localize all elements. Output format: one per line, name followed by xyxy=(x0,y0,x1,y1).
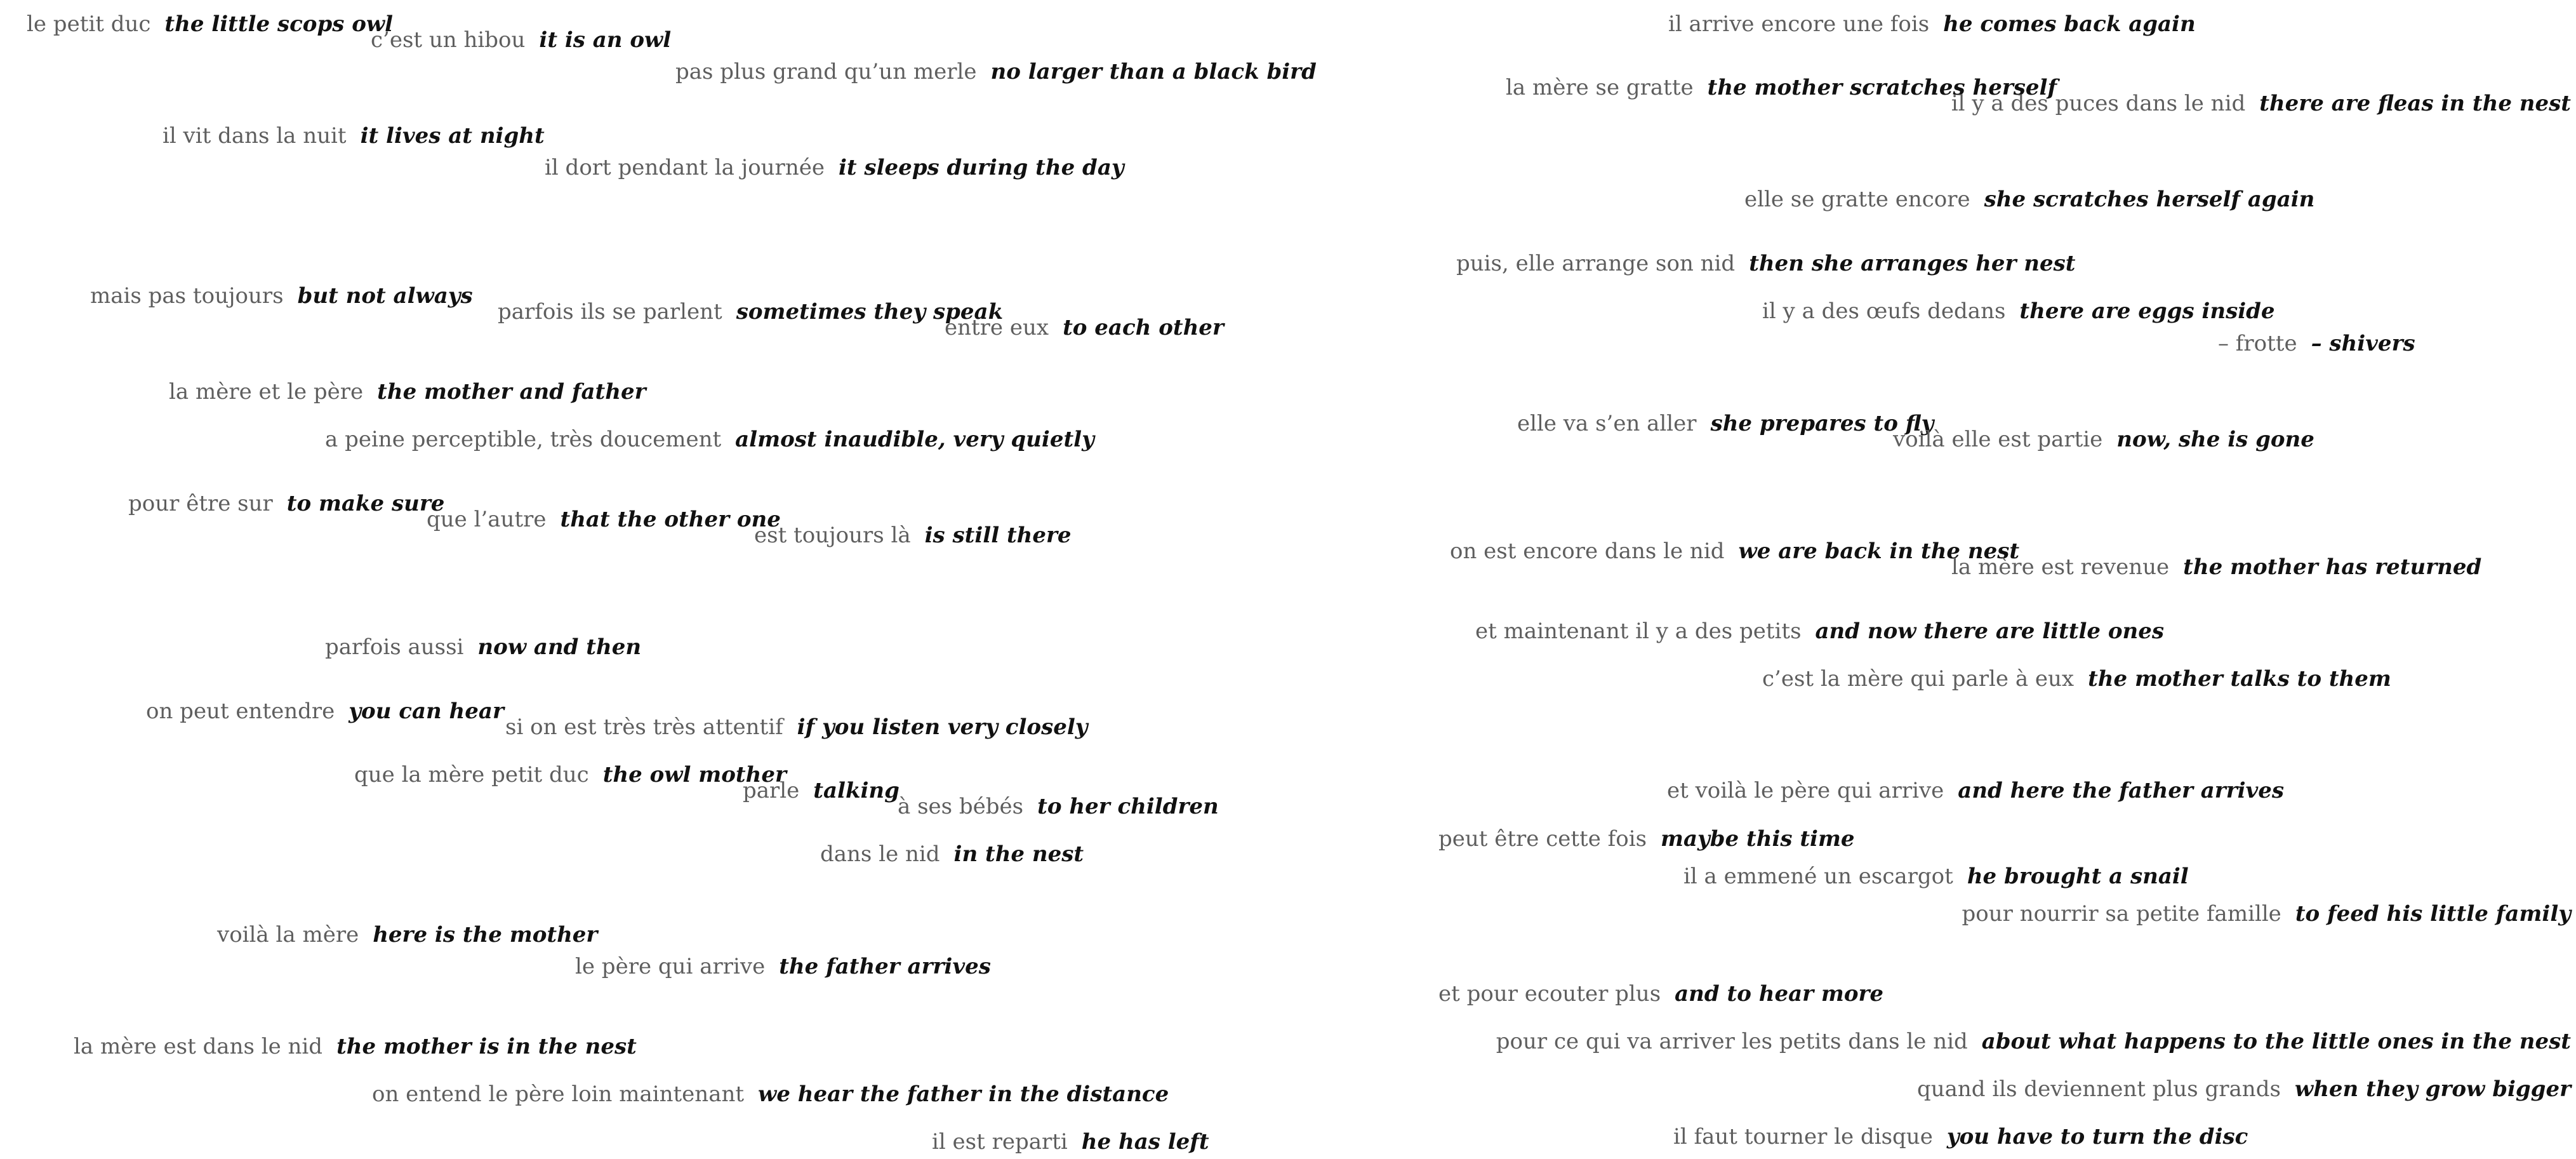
english-translation: – shivers xyxy=(2311,331,2415,356)
line-45 xyxy=(1917,1076,2571,1102)
english-translation: there are eggs inside xyxy=(2019,298,2275,324)
french-text: c’est un hibou xyxy=(371,27,526,53)
english-translation: now and then xyxy=(477,634,642,660)
english-translation: the mother talks to them xyxy=(2088,666,2391,692)
line-19 xyxy=(898,794,1219,819)
english-translation: sometimes they speak xyxy=(736,299,1004,325)
line-43 xyxy=(1438,981,1883,1007)
french-text: et maintenant il y a des petits xyxy=(1475,619,1802,644)
french-text: que la mère petit duc xyxy=(354,762,589,787)
english-translation: in the nest xyxy=(953,841,1084,867)
english-translation: then she arranges her nest xyxy=(1749,251,2076,276)
english-translation: here is the mother xyxy=(373,922,598,948)
french-text: elle va s’en aller xyxy=(1517,411,1697,436)
english-translation: she scratches herself again xyxy=(1984,187,2315,212)
line-30 xyxy=(1456,251,2075,276)
french-text: pour nourrir sa petite famille xyxy=(1962,901,2281,927)
line-05 xyxy=(545,155,1124,180)
english-translation: there are fleas in the nest xyxy=(2259,91,2571,116)
line-40 xyxy=(1438,826,1855,852)
line-11 xyxy=(128,491,444,516)
french-text: et voilà le père qui arrive xyxy=(1667,778,1944,803)
french-text: il est reparti xyxy=(932,1129,1068,1155)
line-16 xyxy=(505,714,1088,740)
line-10 xyxy=(325,427,1094,452)
line-17 xyxy=(354,762,787,787)
english-translation: the mother has returned xyxy=(2183,554,2482,580)
french-text: on entend le père loin maintenant xyxy=(372,1082,745,1107)
french-text: dans le nid xyxy=(820,841,940,867)
line-26 xyxy=(1668,11,2196,37)
french-text: on peut entendre xyxy=(146,699,335,724)
french-text: la mère et le père xyxy=(169,379,364,405)
english-translation: almost inaudible, very quietly xyxy=(735,427,1094,452)
english-translation: he has left xyxy=(1081,1129,1209,1155)
line-18 xyxy=(743,778,900,803)
line-34 xyxy=(1893,427,2314,452)
line-38 xyxy=(1762,666,2391,692)
line-12 xyxy=(427,507,781,532)
english-translation: we are back in the nest xyxy=(1738,539,2020,564)
line-03 xyxy=(675,59,1317,84)
french-text: mais pas toujours xyxy=(90,283,284,309)
french-text: voilà elle est partie xyxy=(1893,427,2103,452)
english-translation: it is an owl xyxy=(539,27,672,53)
line-44 xyxy=(1496,1029,2571,1054)
line-13 xyxy=(754,523,1072,548)
english-translation: the mother and father xyxy=(377,379,646,405)
line-14 xyxy=(325,634,641,660)
english-translation: to her children xyxy=(1037,794,1219,819)
english-translation: we hear the father in the distance xyxy=(758,1082,1169,1107)
french-text: parfois aussi xyxy=(325,634,464,660)
line-25 xyxy=(932,1129,1209,1155)
line-31 xyxy=(1762,298,2275,324)
french-text: est toujours là xyxy=(754,523,911,548)
french-text: il arrive encore une fois xyxy=(1668,11,1930,37)
french-text: pour ce qui va arriver les petits dans le nid xyxy=(1496,1029,1968,1054)
english-translation: it lives at night xyxy=(360,123,545,149)
line-29 xyxy=(1744,187,2314,212)
line-08 xyxy=(945,315,1224,340)
line-35 xyxy=(1450,539,2019,564)
french-text: c’est la mère qui parle à eux xyxy=(1762,666,2075,692)
english-translation: talking xyxy=(813,778,900,803)
line-28 xyxy=(1951,91,2571,116)
line-33 xyxy=(1517,411,1934,436)
french-text: pour être sur xyxy=(128,491,273,516)
line-46 xyxy=(1673,1124,2248,1149)
french-text: il vit dans la nuit xyxy=(163,123,347,149)
line-07 xyxy=(498,299,1003,325)
english-translation: you can hear xyxy=(349,699,504,724)
english-translation: if you listen very closely xyxy=(797,714,1088,740)
english-translation: to make sure xyxy=(286,491,445,516)
english-translation: the owl mother xyxy=(602,762,787,787)
french-text: parfois ils se parlent xyxy=(498,299,722,325)
french-text: peut être cette fois xyxy=(1438,826,1647,852)
english-translation: she prepares to fly xyxy=(1710,411,1934,436)
french-text: entre eux xyxy=(945,315,1049,340)
line-39 xyxy=(1667,778,2284,803)
french-text: la mère se gratte xyxy=(1506,75,1694,100)
line-15 xyxy=(146,699,504,724)
english-translation: maybe this time xyxy=(1661,826,1855,852)
french-text: il y a des puces dans le nid xyxy=(1951,91,2246,116)
french-text: il y a des œufs dedans xyxy=(1762,298,2006,324)
english-translation: when they grow bigger xyxy=(2294,1076,2571,1102)
french-text: la mère est dans le nid xyxy=(74,1034,323,1059)
french-text: a peine perceptible, très doucement xyxy=(325,427,722,452)
line-22 xyxy=(575,954,991,979)
french-text: quand ils deviennent plus grands xyxy=(1916,1076,2281,1102)
french-text: pas plus grand qu’un merle xyxy=(675,59,977,84)
english-translation: he comes back again xyxy=(1943,11,2196,37)
line-32 xyxy=(2218,331,2415,356)
english-translation: and now there are little ones xyxy=(1815,619,2165,644)
english-translation: about what happens to the little ones in the nest xyxy=(1981,1029,2571,1054)
line-23 xyxy=(74,1034,637,1059)
line-24 xyxy=(372,1082,1169,1107)
french-text: puis, elle arrange son nid xyxy=(1456,251,1736,276)
english-translation: but not always xyxy=(297,283,473,309)
line-02 xyxy=(371,27,671,53)
french-text: le père qui arrive xyxy=(575,954,766,979)
english-translation: he brought a snail xyxy=(1967,864,2189,889)
english-translation: to each other xyxy=(1063,315,1224,340)
line-09 xyxy=(169,379,646,405)
english-translation: the father arrives xyxy=(779,954,991,979)
line-20 xyxy=(820,841,1084,867)
french-text: parle xyxy=(743,778,800,803)
french-text: si on est très très attentif xyxy=(505,714,783,740)
line-41 xyxy=(1683,864,2189,889)
french-text: et pour ecouter plus xyxy=(1438,981,1661,1007)
french-text: on est encore dans le nid xyxy=(1450,539,1725,564)
english-translation: now, she is gone xyxy=(2116,427,2314,452)
french-text: à ses bébés xyxy=(898,794,1024,819)
french-text: que l’autre xyxy=(427,507,547,532)
english-translation: the mother is in the nest xyxy=(336,1034,637,1059)
french-text: il dort pendant la journée xyxy=(545,155,825,180)
english-translation: the mother scratches herself xyxy=(1707,75,2057,100)
french-text: il faut tourner le disque xyxy=(1673,1124,1933,1149)
french-text: la mère est revenue xyxy=(1951,554,2170,580)
french-text: il a emmené un escargot xyxy=(1683,864,1953,889)
french-text: elle se gratte encore xyxy=(1744,187,1970,212)
english-translation: is still there xyxy=(924,523,1072,548)
line-42 xyxy=(1962,901,2571,927)
english-translation: and to hear more xyxy=(1675,981,1884,1007)
french-text: – frotte xyxy=(2218,331,2297,356)
english-translation: and here the father arrives xyxy=(1958,778,2285,803)
english-translation: the little scops owl xyxy=(164,11,394,37)
english-translation: to feed his little family xyxy=(2295,901,2571,927)
line-37 xyxy=(1475,619,2164,644)
french-text: voilà la mère xyxy=(217,922,359,948)
french-text: le petit duc xyxy=(27,11,151,37)
line-04 xyxy=(163,123,545,149)
line-06 xyxy=(90,283,473,309)
english-translation: you have to turn the disc xyxy=(1946,1124,2248,1149)
english-translation: it sleeps during the day xyxy=(838,155,1124,180)
english-translation: no larger than a black bird xyxy=(990,59,1317,84)
line-01 xyxy=(27,11,393,37)
line-21 xyxy=(217,922,597,948)
english-translation: that the other one xyxy=(560,507,781,532)
line-36 xyxy=(1951,554,2481,580)
